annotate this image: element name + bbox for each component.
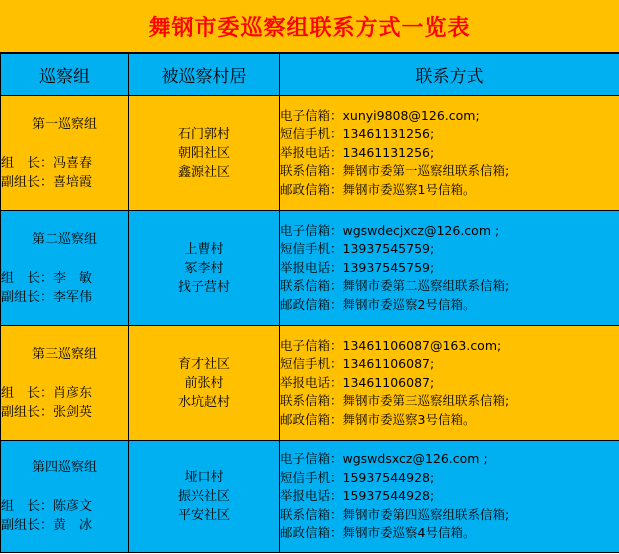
village-name: 垭口村 xyxy=(184,470,224,485)
group-leader: 组 长：冯喜春 xyxy=(1,155,93,171)
village-name: 朝阳社区 xyxy=(177,145,230,161)
hotline-line: 举报电话：13461106087; xyxy=(280,374,435,390)
village-name: 石门郭村 xyxy=(177,126,230,142)
group-name: 第四巡察组 xyxy=(31,460,97,475)
mailbox-line: 联系信箱：舞钢市委第二巡察组联系信箱; xyxy=(280,278,510,294)
village-name: 育才社区 xyxy=(177,356,230,372)
table-row xyxy=(1,326,619,441)
sms-line: 短信手机：13461131256; xyxy=(280,126,435,142)
villages-cell xyxy=(129,441,280,553)
email-line: 电子信箱：wgswdecjxcz@126.com ; xyxy=(280,222,500,238)
village-name: 振兴社区 xyxy=(177,489,230,504)
group-leader: 组 长：李 敏 xyxy=(1,270,93,286)
village-name: 前张村 xyxy=(184,375,224,391)
hotline-line: 举报电话：13461131256; xyxy=(280,144,435,160)
villages-cell xyxy=(129,96,280,211)
header-group: 巡察组 xyxy=(1,54,129,96)
mailbox-line: 联系信箱：舞钢市委第三巡察组联系信箱; xyxy=(280,393,510,409)
mailbox-line: 联系信箱：舞钢市委第一巡察组联系信箱; xyxy=(280,163,510,179)
group-name: 第三巡察组 xyxy=(31,346,97,362)
group-deputy: 副组长：喜培霞 xyxy=(1,174,93,190)
page-title: 舞钢市委巡察组联系方式一览表 xyxy=(148,15,471,41)
header-contact: 联系方式 xyxy=(280,54,619,96)
group-deputy: 副组长：黄 冰 xyxy=(1,518,93,533)
postbox-line: 邮政信箱：舞钢市委巡察3号信箱。 xyxy=(280,411,476,427)
table-row xyxy=(1,96,619,211)
mailbox-line: 联系信箱：舞钢市委第四巡察组联系信箱; xyxy=(280,506,510,522)
email-line: 电子信箱：13461106087@163.com; xyxy=(280,337,502,353)
header-villages: 被巡察村居 xyxy=(129,54,280,96)
group-name: 第一巡察组 xyxy=(31,116,97,132)
village-name: 找子营村 xyxy=(177,279,230,295)
postbox-line: 邮政信箱：舞钢市委巡察4号信箱。 xyxy=(280,525,476,541)
sms-line: 短信手机：15937544928; xyxy=(280,469,435,485)
village-name: 冢李村 xyxy=(184,260,224,276)
village-name: 鑫源社区 xyxy=(177,164,230,180)
group-deputy: 副组长：李军伟 xyxy=(1,289,93,305)
village-name: 上曹村 xyxy=(184,241,224,257)
hotline-line: 举报电话：15937544928; xyxy=(280,488,435,504)
header-row xyxy=(1,54,619,96)
contact-cell xyxy=(280,96,619,211)
group-name: 第二巡察组 xyxy=(31,231,97,247)
contact-cell xyxy=(280,326,619,441)
group-deputy: 副组长：张剑英 xyxy=(1,404,93,420)
sms-line: 短信手机：13937545759; xyxy=(280,241,435,257)
villages-cell xyxy=(129,211,280,326)
postbox-line: 邮政信箱：舞钢市委巡察2号信箱。 xyxy=(280,296,476,312)
title-bar xyxy=(0,0,619,53)
contact-cell xyxy=(280,441,619,553)
postbox-line: 邮政信箱：舞钢市委巡察1号信箱。 xyxy=(280,181,476,197)
sms-line: 短信手机：13461106087; xyxy=(280,356,435,372)
table-row xyxy=(1,211,619,326)
village-name: 平安社区 xyxy=(177,508,230,523)
contact-table xyxy=(0,53,619,553)
group-cell xyxy=(1,96,129,211)
group-cell xyxy=(1,441,129,553)
group-cell xyxy=(1,326,129,441)
group-leader: 组 长：陈彦文 xyxy=(1,499,93,514)
villages-cell xyxy=(129,326,280,441)
group-leader: 组 长：肖彦东 xyxy=(1,385,93,401)
contact-cell xyxy=(280,211,619,326)
email-line: 电子信箱：wgswdsxcz@126.com ; xyxy=(280,451,488,467)
table-row xyxy=(1,441,619,553)
hotline-line: 举报电话：13937545759; xyxy=(280,259,435,275)
email-line: 电子信箱：xunyi9808@126.com; xyxy=(280,107,480,123)
village-name: 水坑赵村 xyxy=(177,394,230,410)
group-cell xyxy=(1,211,129,326)
